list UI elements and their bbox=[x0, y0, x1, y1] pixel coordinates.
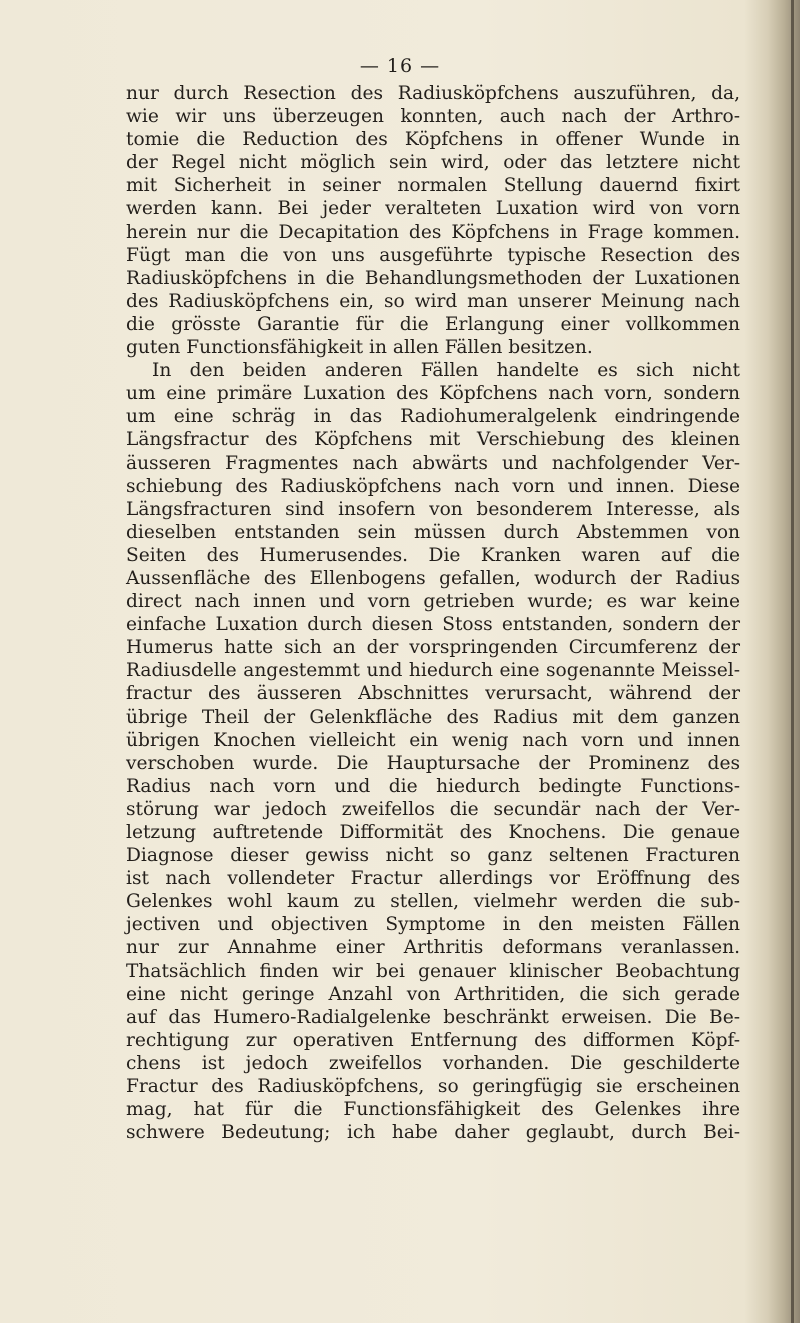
text-line: In den beiden anderen Fällen handelte es sich nicht bbox=[152, 360, 740, 382]
text-line: Radiusköpfchens in die Behandlungsmethoden der Luxationen bbox=[126, 267, 740, 289]
text-line: Thatsächlich finden wir bei genauer klinischer Beobachtung bbox=[126, 960, 740, 982]
text-line: störung war jedoch zweifellos die secundär nach der Ver- bbox=[126, 798, 740, 820]
text-line: nur durch Resection des Radiusköpfchens auszuführen, da, bbox=[126, 83, 740, 104]
text-line: letzung auftretende Difformität des Knochens. Die genaue bbox=[126, 822, 740, 843]
text-line: um eine primäre Luxation des Köpfchens nach vorn, sondern bbox=[126, 383, 740, 405]
text-line: fractur des äusseren Abschnittes verursacht, während der bbox=[126, 683, 740, 705]
text-line: Fügt man die von uns ausgeführte typische Resection des bbox=[126, 244, 740, 266]
text-line: ist nach vollendeter Fractur allerdings vor Eröffnung des bbox=[126, 868, 740, 890]
text-line: mit Sicherheit in seiner normalen Stellung dauernd fixirt bbox=[126, 175, 740, 197]
text-line: Radius nach vorn und die hiedurch bedingte Functions- bbox=[126, 775, 740, 797]
text-line: des Radiusköpfchens ein, so wird man unserer Meinung nach bbox=[126, 290, 740, 312]
text-line: schiebung des Radiusköpfchens nach vorn und innen. Diese bbox=[126, 475, 740, 497]
text-line: schwere Bedeutung; ich habe daher geglaubt, durch Bei- bbox=[126, 1122, 740, 1144]
text-line: tomie die Reduction des Köpfchens in offener Wunde in bbox=[126, 129, 740, 151]
text-line: Längsfractur des Köpfchens mit Verschiebung des kleinen bbox=[126, 429, 740, 451]
text-line: eine nicht geringe Anzahl von Arthritiden, die sich gerade bbox=[126, 983, 740, 1005]
text-line: verschoben wurde. Die Hauptursache der Prominenz des bbox=[126, 752, 740, 774]
text-line: Radiusdelle angestemmt und hiedurch eine sogenannte Meissel- bbox=[126, 660, 740, 682]
text-line: übrige Theil der Gelenkfläche des Radius mit dem ganzen bbox=[126, 706, 740, 728]
text-line: wie wir uns überzeugen konnten, auch nach der Arthro- bbox=[126, 106, 740, 128]
text-line: werden kann. Bei jeder veralteten Luxation wird von vorn bbox=[126, 198, 740, 220]
text-line: jectiven und objectiven Symptome in den meisten Fällen bbox=[126, 914, 740, 936]
text-line: dieselben entstanden sein müssen durch Abstemmen von bbox=[126, 521, 740, 543]
text-line: Gelenkes wohl kaum zu stellen, vielmehr werden die sub- bbox=[126, 891, 740, 913]
text-line: die grösste Garantie für die Erlangung einer vollkommen bbox=[126, 313, 740, 335]
text-line: Diagnose dieser gewiss nicht so ganz seltenen Fracturen bbox=[126, 845, 740, 867]
body-text bbox=[126, 82, 740, 1144]
text-line: um eine schräg in das Radiohumeralgelenk eindringende bbox=[126, 406, 740, 428]
text-line: rechtigung zur operativen Entfernung des difformen Köpf- bbox=[126, 1029, 740, 1051]
text-line: nur zur Annahme einer Arthritis deformans veranlassen. bbox=[126, 937, 740, 959]
text-line: einfache Luxation durch diesen Stoss entstanden, sondern der bbox=[126, 614, 740, 636]
text-line: Fractur des Radiusköpfchens, so geringfügig sie erscheinen bbox=[126, 1076, 740, 1098]
text-line: Seiten des Humerusendes. Die Kranken waren auf die bbox=[126, 544, 740, 566]
page-edge-shadow bbox=[791, 0, 794, 1323]
text-line: übrigen Knochen vielleicht ein wenig nach vorn und innen bbox=[126, 729, 740, 751]
text-line: äusseren Fragmentes nach abwärts und nachfolgender Ver- bbox=[126, 452, 740, 474]
text-line: Längsfracturen sind insofern von besonderem Interesse, als bbox=[126, 498, 740, 520]
text-line: mag, hat für die Functionsfähigkeit des Gelenkes ihre bbox=[126, 1099, 740, 1121]
text-line: chens ist jedoch zweifellos vorhanden. Die geschilderte bbox=[126, 1052, 740, 1074]
text-line: der Regel nicht möglich sein wird, oder das letztere nicht bbox=[126, 152, 740, 174]
text-line: herein nur die Decapitation des Köpfchens in Frage kommen. bbox=[126, 221, 740, 243]
text-line: guten Functionsfähigkeit in allen Fällen besitzen. bbox=[126, 337, 593, 359]
page-number: — 16 — bbox=[359, 55, 441, 77]
text-line: auf das Humero-Radialgelenke beschränkt erweisen. Die Be- bbox=[126, 1006, 740, 1028]
text-line: Humerus hatte sich an der vorspringenden Circumferenz der bbox=[126, 637, 740, 659]
text-line: direct nach innen und vorn getrieben wurde; es war keine bbox=[126, 591, 740, 613]
text-line: Aussenfläche des Ellenbogens gefallen, wodurch der Radius bbox=[126, 567, 740, 589]
